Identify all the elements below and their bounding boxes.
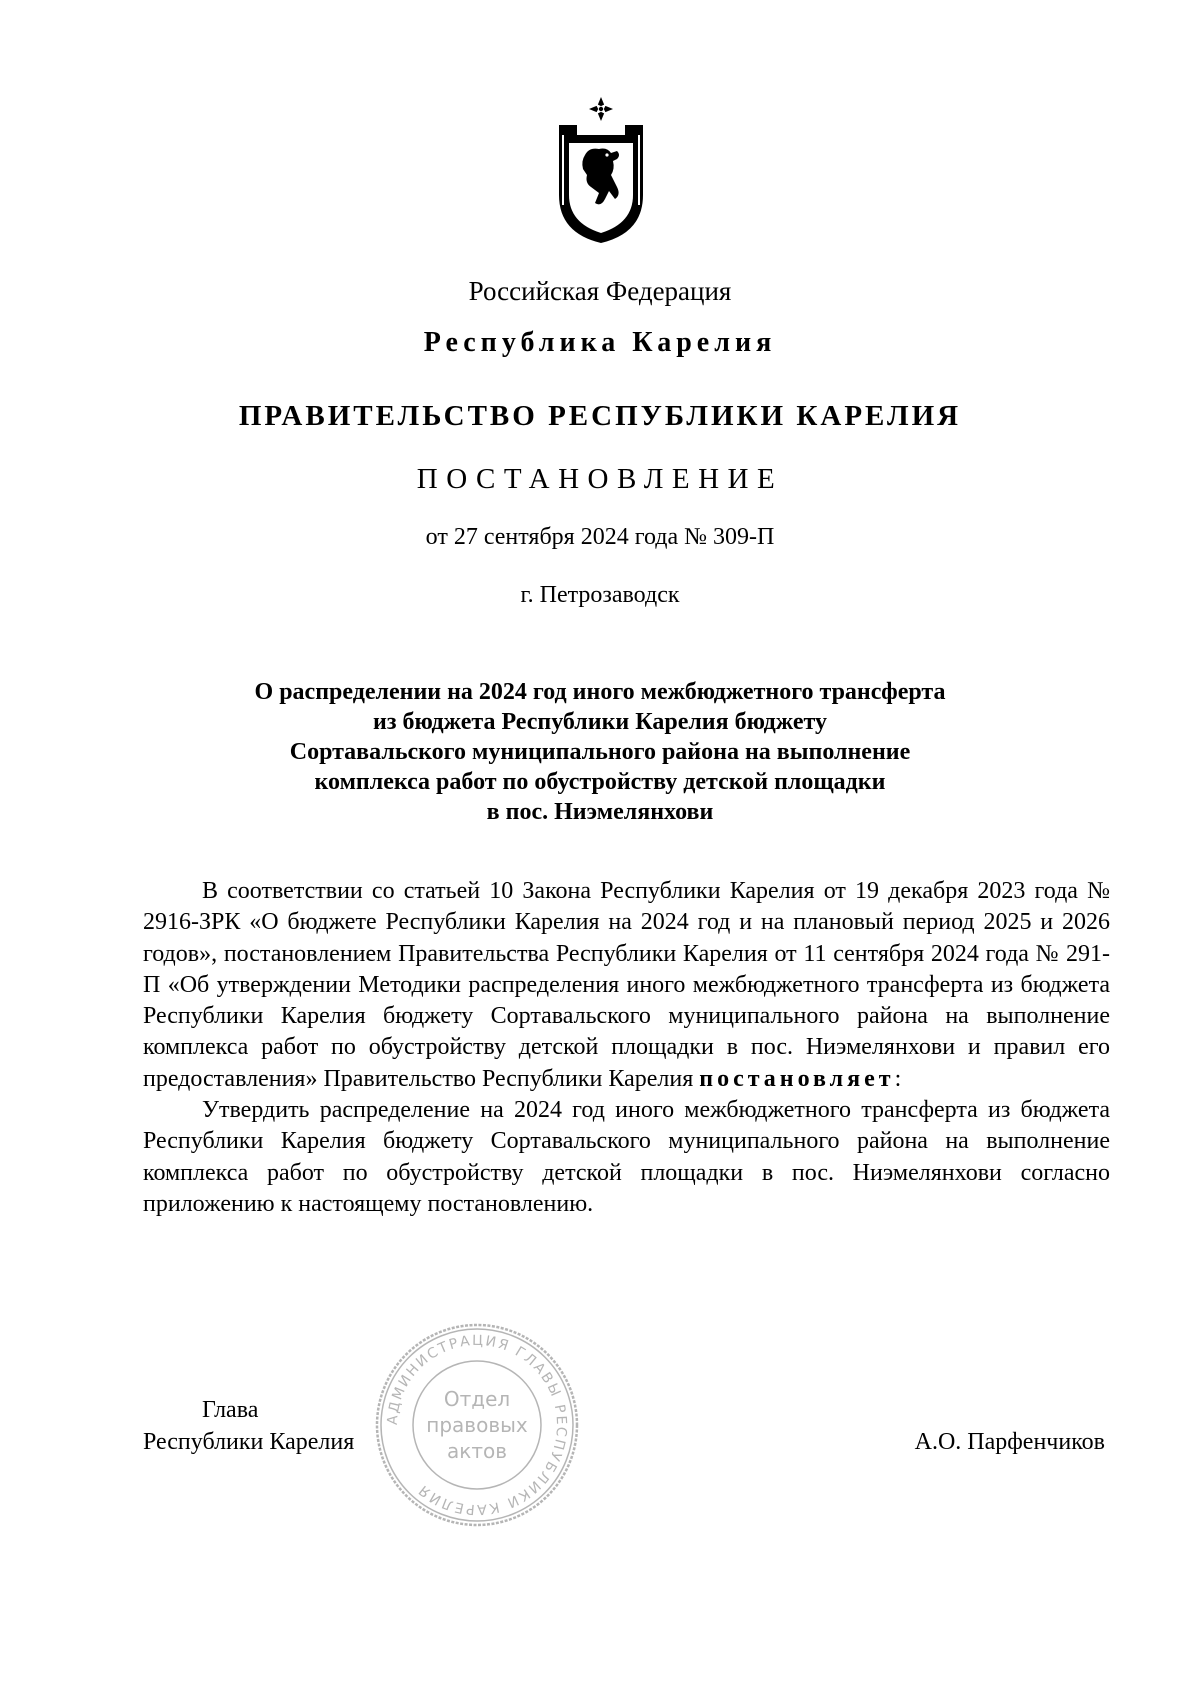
title-line: в пос. Ниэмелянхови <box>486 799 714 825</box>
stamp-ring-text: АДМИНИСТРАЦИЯ ГЛАВЫ РЕСПУБЛИКИ КАРЕЛИЯ <box>384 1332 570 1518</box>
official-stamp <box>372 1320 582 1530</box>
decree-colon: : <box>894 1065 902 1092</box>
republic-name: Республика Карелия <box>423 327 777 358</box>
title-line: О распределении на 2024 год иного межбюджетного трансферта <box>254 679 946 705</box>
body-paragraph-preamble <box>143 876 1110 1095</box>
signatory-post-line2: Республики Карелия <box>143 1429 355 1455</box>
government-name: ПРАВИТЕЛЬСТВО РЕСПУБЛИКИ КАРЕЛИЯ <box>238 400 962 432</box>
title-line: Сортавальского муниципального района на выполнение <box>289 739 911 765</box>
decree-word: постановляет <box>699 1065 895 1092</box>
karelia-coat-of-arms-icon <box>555 95 647 245</box>
document-date-number: от 27 сентября 2024 года № 309-П <box>425 524 775 550</box>
stamp-center-line3: актов <box>446 1439 508 1463</box>
stamp-center-line1: Отдел <box>443 1387 511 1411</box>
preamble-text: В соответствии со статьей 10 Закона Республики Карелия от 19 декабря 2023 года № 2916-ЗРК «О бюджете Республики Карелия на 2024 год и на плановый период 2025 и 2026 годов», постановлением Правительства Республики Карелия от 11 сентября 2024 года № 291-П «Об утверждении Методики распределения иного межбюджетного трансферта из бюджета Республики Карелия бюджету Сортавальского муниципального района на выполнение комплекса работ по обустройству детской площадки в пос. Ниэмелянхови и правил его предоставления» Правительство Республики Карелия <box>143 878 1110 1092</box>
body-paragraph-resolution: Утвердить распределение на 2024 год иного межбюджетного трансферта из бюджета Республики Карелия бюджету Сортавальского муниципального района на выполнение комплекса работ по обустройству детской площадки в пос. Ниэмелянхови согласно приложению к настоящему постановлению. <box>143 1097 1110 1217</box>
document-type: ПОСТАНОВЛЕНИЕ <box>416 463 784 495</box>
signatory-name: А.О. Парфенчиков <box>914 1429 1105 1455</box>
document-body <box>143 876 1110 1220</box>
document-title <box>140 677 1060 827</box>
title-line: комплекса работ по обустройству детской площадки <box>314 769 886 795</box>
stamp-center-line2: правовых <box>426 1413 528 1437</box>
title-line: из бюджета Республики Карелия бюджету <box>373 709 827 735</box>
signatory-post-line1: Глава <box>202 1397 259 1423</box>
document-city: г. Петрозаводск <box>520 582 680 608</box>
country-name: Российская Федерация <box>468 276 732 306</box>
